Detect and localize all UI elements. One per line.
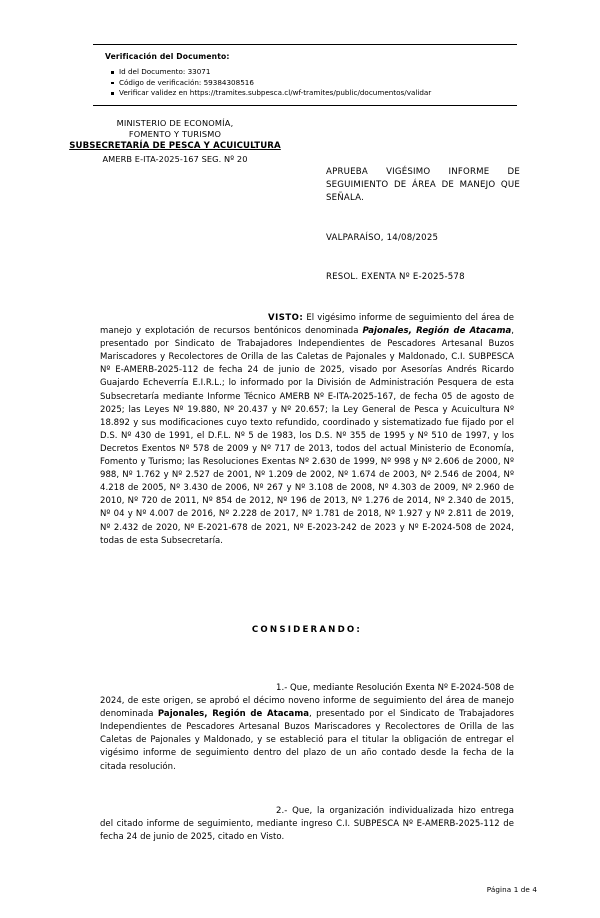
visto-area-name: Pajonales, Región de Atacama: [362, 326, 512, 337]
resolution-subject: APRUEBA VIGÉSIMO INFORME DE SEGUIMIENTO DE ÁREA DE MANEJO QUE SEÑALA.: [326, 167, 520, 204]
verification-box: [93, 44, 517, 106]
resolution-number: RESOL. EXENTA Nº E-2025-578: [326, 272, 465, 282]
place-and-date: VALPARAÍSO, 14/08/2025: [326, 233, 439, 243]
verification-item-url: Verificar validez en https://tramites.subpesca.cl/wf-tramites/public/documentos/validar: [111, 88, 517, 99]
considerando-1-section: [100, 682, 514, 787]
verification-title: Verificación del Documento:: [105, 52, 230, 61]
considerando-2-paragraph: [100, 805, 514, 844]
considerando-2-text: 2.- Que, la organización individualizada hizo entrega del citado informe de seguimiento, mediante ingreso C.I. SUBPESCA Nº E-AMERB-2025-112 de fecha 24 de junio de 2025, citado en Visto.: [100, 806, 514, 843]
ministry-line-2: FOMENTO Y TURISMO: [128, 129, 222, 140]
ministry-header: [55, 118, 295, 165]
considerando-heading: CONSIDERANDO:: [251, 625, 363, 635]
page-footer: Página 1 de 4: [486, 885, 537, 894]
considerando-1-text-part-1: 1.- Que, mediante Resolución Exenta Nº E-2024-508 de 2024, de este origen, se aprobó el décimo noveno informe de seguimiento del área de manejo denominada: [100, 683, 515, 720]
visto-paragraph: [100, 312, 514, 548]
amerb-reference: AMERB E-ITA-2025-167 SEG. Nº 20: [102, 153, 248, 164]
considerando-1-text-part-2: , presentado por el Sindicato de Trabajadores Independientes de Pescadores Artesanal Buzos Mariscadores y Recolectores de Orilla de las Caletas de Pajonales y Maldonado, y se estableció para el titular la obligación de entregar el vigésimo informe de seguimiento dentro del plazo de un año contado desde la fecha de la citada resolución.: [100, 709, 514, 772]
subsecretaria-title: SUBSECRETARÍA DE PESCA Y ACUICULTURA: [69, 141, 281, 152]
verification-item-code: Código de verificación: 59384308516: [111, 78, 517, 89]
considerando-1-area-name: Pajonales, Región de Atacama: [157, 709, 309, 720]
visto-label: VISTO:: [268, 313, 304, 323]
considerando-1-paragraph: [100, 682, 514, 774]
ministry-line-1: MINISTERIO DE ECONOMÍA,: [116, 118, 234, 128]
verification-list: [93, 67, 517, 99]
visto-text-part-2: , presentado por Sindicato de Trabajadores Independientes de Pescadores Artesanal Buzos Mariscadores y Recolectores de Orilla de las Caletas de Pajonales y Maldonado, C.I. SUBPESCA Nº E-AMERB-2025-112 de fecha 24 de junio de 2025, visado por Asesorías Andrés Ricardo Guajardo Echeverría E.I.R.L.; lo informado por la División de Administración Pesquera de esta Subsecretaría mediante Informe Técnico AMERB Nº E-ITA-2025-167, de fecha 05 de agosto de 2025; las Leyes Nº 19.880, Nº 20.437 y Nº 20.657; la Ley General de Pesca y Acuicultura Nº 18.892 y sus modificaciones cuyo texto refundido, coordinado y sistematizado fue fijado por el D.S. Nº 430 de 1991, el D.F.L. Nº 5 de 1983, los D.S. Nº 355 de 1995 y Nº 510 de 1997, y los Decretos Exentos Nº 578 de 2009 y Nº 717 de 2013, todos del actual Ministerio de Economía, Fomento y Turismo; las Resoluciones Exentas Nº 2.630 de 1999, Nº 998 y Nº 2.606 de 2000, Nº 988, Nº 1.762 y Nº 2.527 de 2001, Nº 1.209 de 2002, Nº 1.674 de 2003, Nº 2.546 de 2004, Nº 4.218 de 2005, Nº 3.430 de 2006, Nº 267 y Nº 3.108 de 2008, Nº 4.303 de 2009, Nº 2.960 de 2010, Nº 720 de 2011, Nº 854 de 2012, Nº 196 de 2013, Nº 1.276 de 2014, Nº 2.340 de 2015, Nº 04 y Nº 4.007 de 2016, Nº 2.228 de 2017, Nº 1.781 de 2018, Nº 1.927 y Nº 2.811 de 2019, Nº 2.432 de 2020, Nº E-2021-678 de 2021, Nº E-2023-242 de 2023 y Nº E-2024-508 de 2024, todas de esta Subsecretaría.: [100, 326, 514, 546]
visto-section: [100, 312, 514, 561]
considerando-2-section: [100, 805, 514, 844]
visto-text-part-1: El vigésimo informe de seguimiento del área de manejo y explotación de recursos bentónicos denominada: [100, 313, 514, 337]
verification-item-document-id: Id del Documento: 33071: [111, 67, 517, 78]
